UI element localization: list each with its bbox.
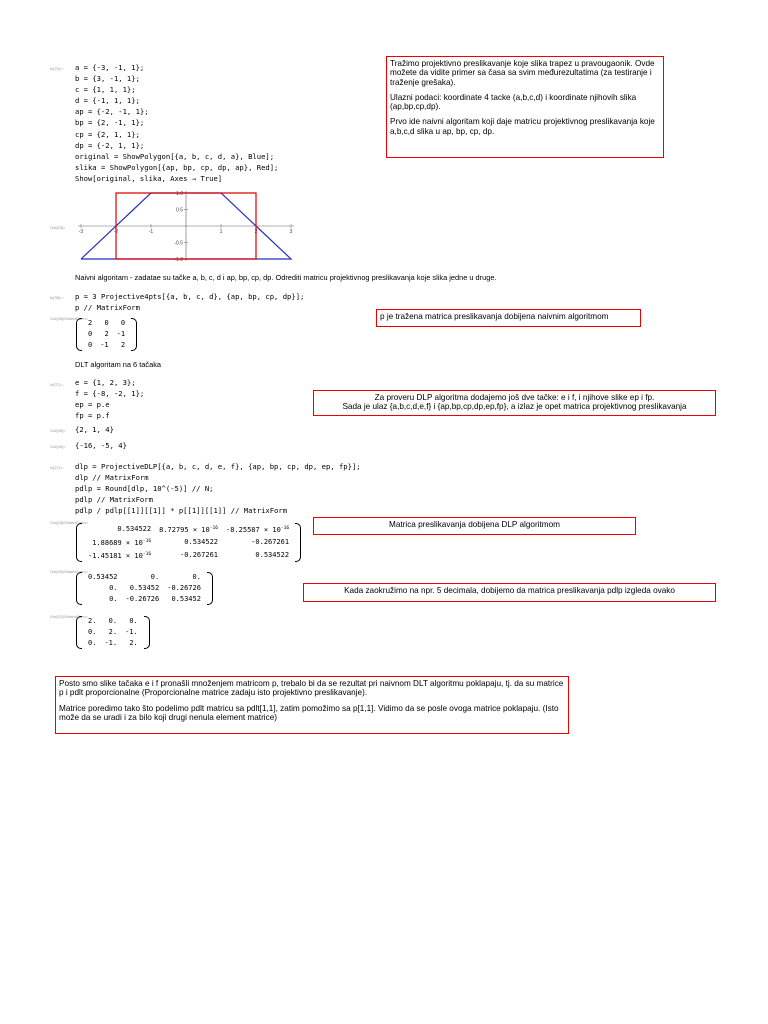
- matrix-cell: 2: [104, 330, 109, 338]
- dlt-matrix-note-text: Matrica preslikavanja dobijena DLP algoritmom: [389, 520, 560, 529]
- intro-paragraph-2: Ulazni podaci: koordinate 4 tacke (a,b,c,d) i koordinate njihovih slika (ap,bp,cp,dp).: [390, 92, 637, 112]
- code-block-4[interactable]: [75, 461, 361, 516]
- matrix-p: [76, 318, 137, 351]
- code-line[interactable]: ap = {-2, -1, 1};: [75, 107, 149, 117]
- conclusion-note: [55, 676, 569, 734]
- matrix-cell: 2.: [108, 628, 118, 636]
- out-label-3: Out[39]=: [50, 428, 66, 433]
- out-label-7: Out[31]//MatrixForm=: [50, 614, 88, 619]
- dlp-check-note: [313, 390, 716, 416]
- conclusion-paragraph-2: Matrice poredimo tako što podelimo pdlt matricu sa pdlt[1,1], zatim pomožimo sa p[1,1]. Vidimo da se posle ovoga matrice poklapaju. (Isto može da se uradi i za bilo koji drugi nenula element matrice): [59, 703, 559, 722]
- matrix-cell: 2.: [129, 639, 138, 647]
- code-line[interactable]: dlp = ProjectiveDLP[{a, b, c, d, e, f}, {ap, bp, cp, dp, ep, fp}];: [75, 462, 361, 471]
- intro-paragraph-1: Tražimo projektivno preslikavanje koje slika trapez u pravougaonik. Ovde možete da vidite primer sa časa sa svim međurezultatima (za testiranje i traženje grešaka).: [390, 59, 655, 87]
- code-line[interactable]: d = {-1, 1, 1};: [75, 96, 140, 106]
- out-label-6: Out[30]//MatrixForm=: [50, 569, 88, 574]
- code-line[interactable]: f = {-8, -2, 1};: [75, 389, 145, 399]
- code-line[interactable]: e = {1, 2, 3};: [75, 378, 136, 387]
- code-line[interactable]: fp = p.f: [75, 411, 110, 421]
- dlp-note-line-2: Sada je ulaz {a,b,c,d,e,f} i {ap,bp,cp,dp,ep,fp}, a izlaz je opet matrica projektivnog preslikavanja: [342, 402, 687, 412]
- code-line[interactable]: dp = {-2, 1, 1};: [75, 140, 145, 150]
- plot-axes: [78, 191, 294, 262]
- conclusion-paragraph-1: Posto smo slike tačaka e i f pronašli množenjem matricom p, trebalo bi da se rezultat pri naivnom DLT algoritmu poklapaju, tj. da su matrice p i pdlt proporcionalne (Proporcionalne matrice zadaju isto projektivno preslikavanje).: [59, 679, 564, 698]
- matrix-cell: -0.267261: [180, 551, 218, 559]
- matrix-cell: -8.25587 × 10: [226, 526, 281, 534]
- matrix-cell: -0.26726: [125, 595, 160, 603]
- matrix-cell: -0.26726: [167, 584, 201, 592]
- matrix-exponent: -16: [142, 539, 152, 544]
- matrix-cell: 0.53452: [171, 595, 201, 603]
- code-line[interactable]: Show[original, slika, Axes → True]: [75, 173, 223, 183]
- matrix-dlp: [76, 523, 301, 562]
- x-tick-label: -1: [148, 229, 154, 235]
- in-label-4: In[27]:=: [50, 465, 64, 470]
- code-block-2[interactable]: [75, 291, 304, 313]
- code-line[interactable]: original = ShowPolygon[{a, b, c, d, a}, Blue];: [75, 151, 275, 161]
- code-line[interactable]: p // MatrixForm: [75, 303, 140, 313]
- matrix-cell: 0.534522: [255, 551, 290, 559]
- code-line[interactable]: pdlp // MatrixForm: [75, 495, 153, 505]
- round-note: [303, 583, 716, 602]
- matrix-cell: 0.: [108, 617, 118, 625]
- matrix-cell: 0.: [150, 573, 160, 581]
- naive-algorithm-text: Naivni algoritam - zadatae su tačke a, b, c, d i ap, bp, cp, dp. Odrediti matricu projektivnog preslikavanja koje slika jedne u druge.: [75, 273, 497, 282]
- matrix-cell: 1.88689 × 10: [92, 539, 143, 547]
- matrix-cell: -1.: [125, 628, 138, 636]
- y-tick-label: 0.5: [176, 207, 183, 214]
- code-block-1[interactable]: [75, 62, 278, 184]
- matrix-cell: 0.53452: [129, 584, 160, 592]
- round-note-text: Kada zaokružimo na npr. 5 decimala, dobijemo da matrica preslikavanja pdlp izgleda ovako: [344, 586, 675, 595]
- dlp-note-line-1: Za proveru DLP algoritma dodajemo još dve tačke: e i f, i njihove slike ep i fp.: [374, 393, 655, 402]
- intro-note: [386, 56, 664, 158]
- matrix-cell: 0: [104, 319, 109, 327]
- out-label-2: Out[36]//MatrixForm=: [50, 316, 88, 321]
- code-line[interactable]: pdlp = Round[dlp, 10^(-5)] // N;: [75, 484, 214, 494]
- y-tick-label: 1.0: [176, 191, 183, 197]
- matrix-exponent: -16: [280, 526, 290, 531]
- matrix-cell: -0.267261: [251, 538, 290, 546]
- matrix-cell: 2: [88, 319, 93, 327]
- code-line[interactable]: ep = p.e: [75, 400, 110, 410]
- intro-paragraph-3: Prvo ide naivni algoritam koji daje matricu projektivnog preslikavanja koje a,b,c,d slika u ap, bp, cp, dp.: [390, 117, 655, 136]
- y-tick-label: -1.0: [174, 257, 183, 262]
- p-note: [376, 309, 641, 327]
- matrix-cell: 2: [120, 341, 126, 349]
- out-label-1: Out[33]=: [50, 225, 66, 230]
- matrix-cell: 0.: [88, 628, 97, 636]
- code-line[interactable]: cp = {2, 1, 1};: [75, 129, 140, 139]
- matrix-exponent: -16: [209, 526, 218, 531]
- dlt-heading: DLT algoritam na 6 tačaka: [75, 360, 161, 369]
- matrix-cell: 0.: [192, 573, 201, 581]
- out-label-4: Out[40]=: [50, 444, 66, 449]
- code-line[interactable]: a = {-3, -1, 1};: [75, 63, 145, 72]
- matrix-cell: 0.: [88, 639, 97, 647]
- matrix-cell: -1.: [104, 639, 118, 647]
- matrix-cell: 0.: [109, 584, 118, 592]
- matrix-pdlp: [76, 572, 213, 605]
- matrix-scaled: [76, 616, 150, 649]
- matrix-cell: 8.72795 × 10: [159, 526, 210, 534]
- out-label-5: Out[28]//MatrixForm=: [50, 520, 88, 525]
- in-label-2: In[35]:=: [50, 295, 64, 300]
- matrix-cell: 0.: [129, 617, 138, 625]
- matrix-cell: 0.534522: [184, 538, 218, 546]
- matrix-cell: 0.534522: [117, 525, 152, 533]
- in-label-3: In[37]:=: [50, 382, 64, 387]
- matrix-cell: 0.: [109, 595, 118, 603]
- polygon-plot: [76, 190, 296, 262]
- code-line[interactable]: bp = {2, -1, 1};: [75, 118, 145, 128]
- x-tick-label: -3: [78, 229, 84, 235]
- matrix-exponent: -16: [142, 552, 152, 557]
- code-line[interactable]: p = 3 Projective4pts[{a, b, c, d}, {ap, bp, cp, dp}];: [75, 292, 305, 301]
- p-note-text: p je tražena matrica preslikavanja dobijena naivnim algoritmom: [380, 312, 609, 321]
- matrix-cell: -1.45181 × 10: [88, 552, 143, 560]
- dlt-matrix-note: [313, 517, 636, 535]
- matrix-cell: -1: [100, 341, 109, 349]
- code-line[interactable]: c = {1, 1, 1};: [75, 85, 136, 95]
- matrix-cell: -1: [116, 330, 126, 338]
- code-line[interactable]: slika = ShowPolygon[{ap, bp, cp, dp, ap}, Red];: [75, 162, 279, 172]
- matrix-cell: 0: [88, 341, 93, 349]
- code-line[interactable]: b = {3, -1, 1};: [75, 74, 140, 84]
- in-label-1: In[23]:=: [50, 66, 64, 71]
- code-block-3[interactable]: [75, 377, 144, 421]
- x-tick-label: -2: [113, 229, 119, 235]
- code-line[interactable]: dlp // MatrixForm: [75, 473, 149, 483]
- matrix-cell: 0: [88, 330, 93, 338]
- y-tick-label: -0.5: [174, 240, 183, 247]
- x-tick-label: 2: [254, 229, 258, 235]
- x-tick-label: 1: [219, 229, 223, 235]
- matrix-cell: 2.: [88, 617, 97, 625]
- fp-output: {-16, -5, 4}: [75, 441, 127, 450]
- code-line[interactable]: pdlp / pdlp[[1]][[1]] * p[[1]][[1]] // MatrixForm: [75, 506, 288, 516]
- matrix-cell: 0: [120, 319, 126, 327]
- ep-output: {2, 1, 4}: [75, 425, 114, 434]
- matrix-cell: 0.53452: [88, 573, 118, 581]
- x-tick-label: 3: [289, 229, 293, 235]
